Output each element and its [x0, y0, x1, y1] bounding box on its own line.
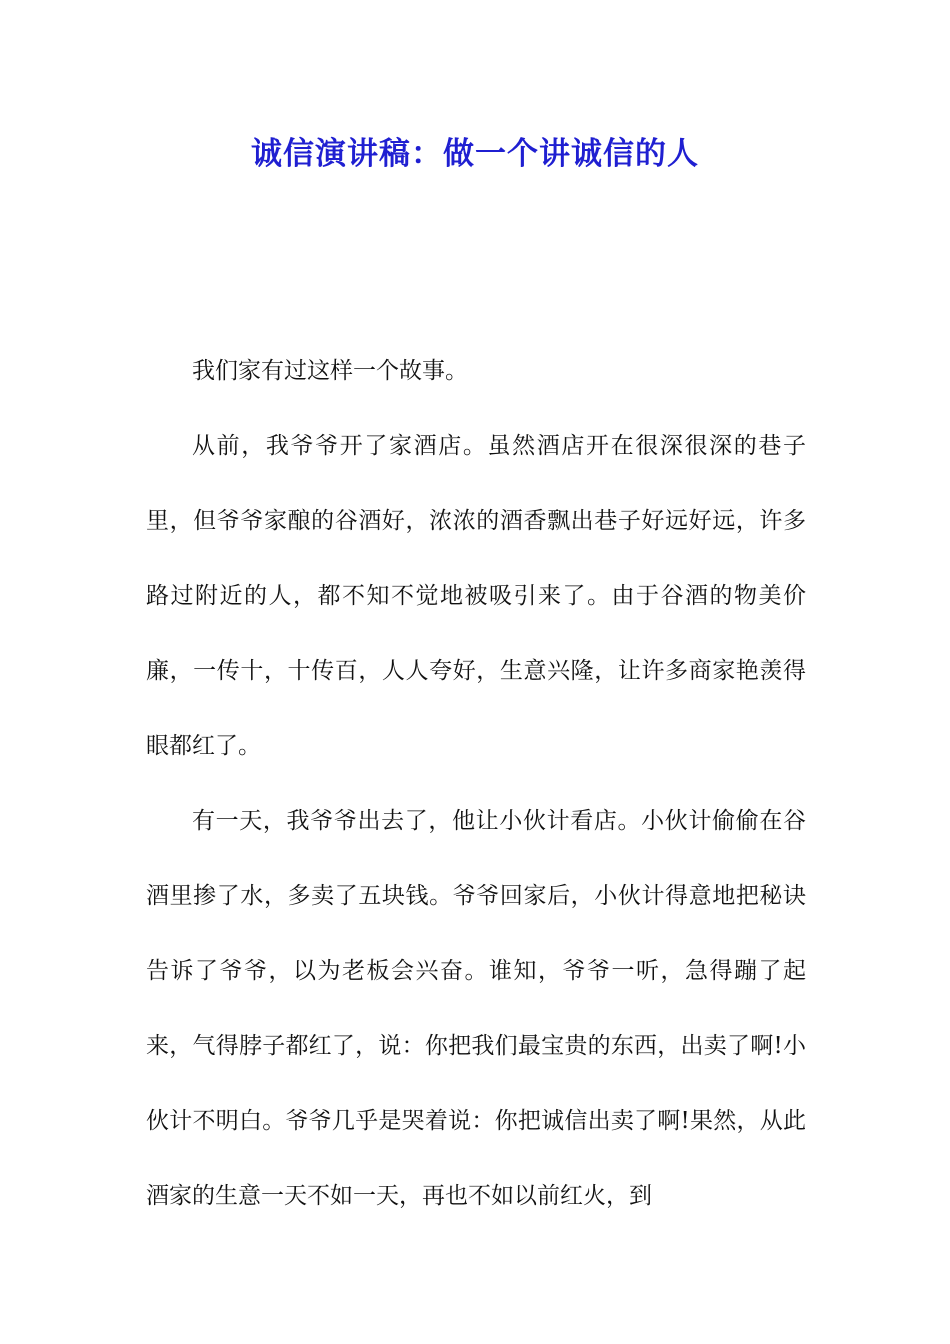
document-body: [146, 334, 806, 1234]
paragraph-3: 有一天，我爷爷出去了，他让小伙计看店。小伙计偷偷在谷酒里掺了水，多卖了五块钱。爷爷回家后，小伙计得意地把秘诀告诉了爷爷，以为老板会兴奋。谁知，爷爷一听，急得蹦了起来，气得脖子都红了，说：你把我们最宝贵的东西，出卖了啊!小伙计不明白。爷爷几乎是哭着说：你把诚信出卖了啊!果然，从此酒家的生意一天不如一天，再也不如以前红火，到: [146, 808, 806, 1209]
paragraph-1: 我们家有过这样一个故事。: [192, 358, 468, 384]
document-title: 诚信演讲稿：做一个讲诚信的人: [251, 136, 699, 172]
paragraph-2: 从前，我爷爷开了家酒店。虽然酒店开在很深很深的巷子里，但爷爷家酿的谷酒好，浓浓的酒香飘出巷子好远好远，许多路过附近的人，都不知不觉地被吸引来了。由于谷酒的物美价廉，一传十，十传百，人人夸好，生意兴隆，让许多商家艳羡得眼都红了。: [146, 433, 806, 759]
